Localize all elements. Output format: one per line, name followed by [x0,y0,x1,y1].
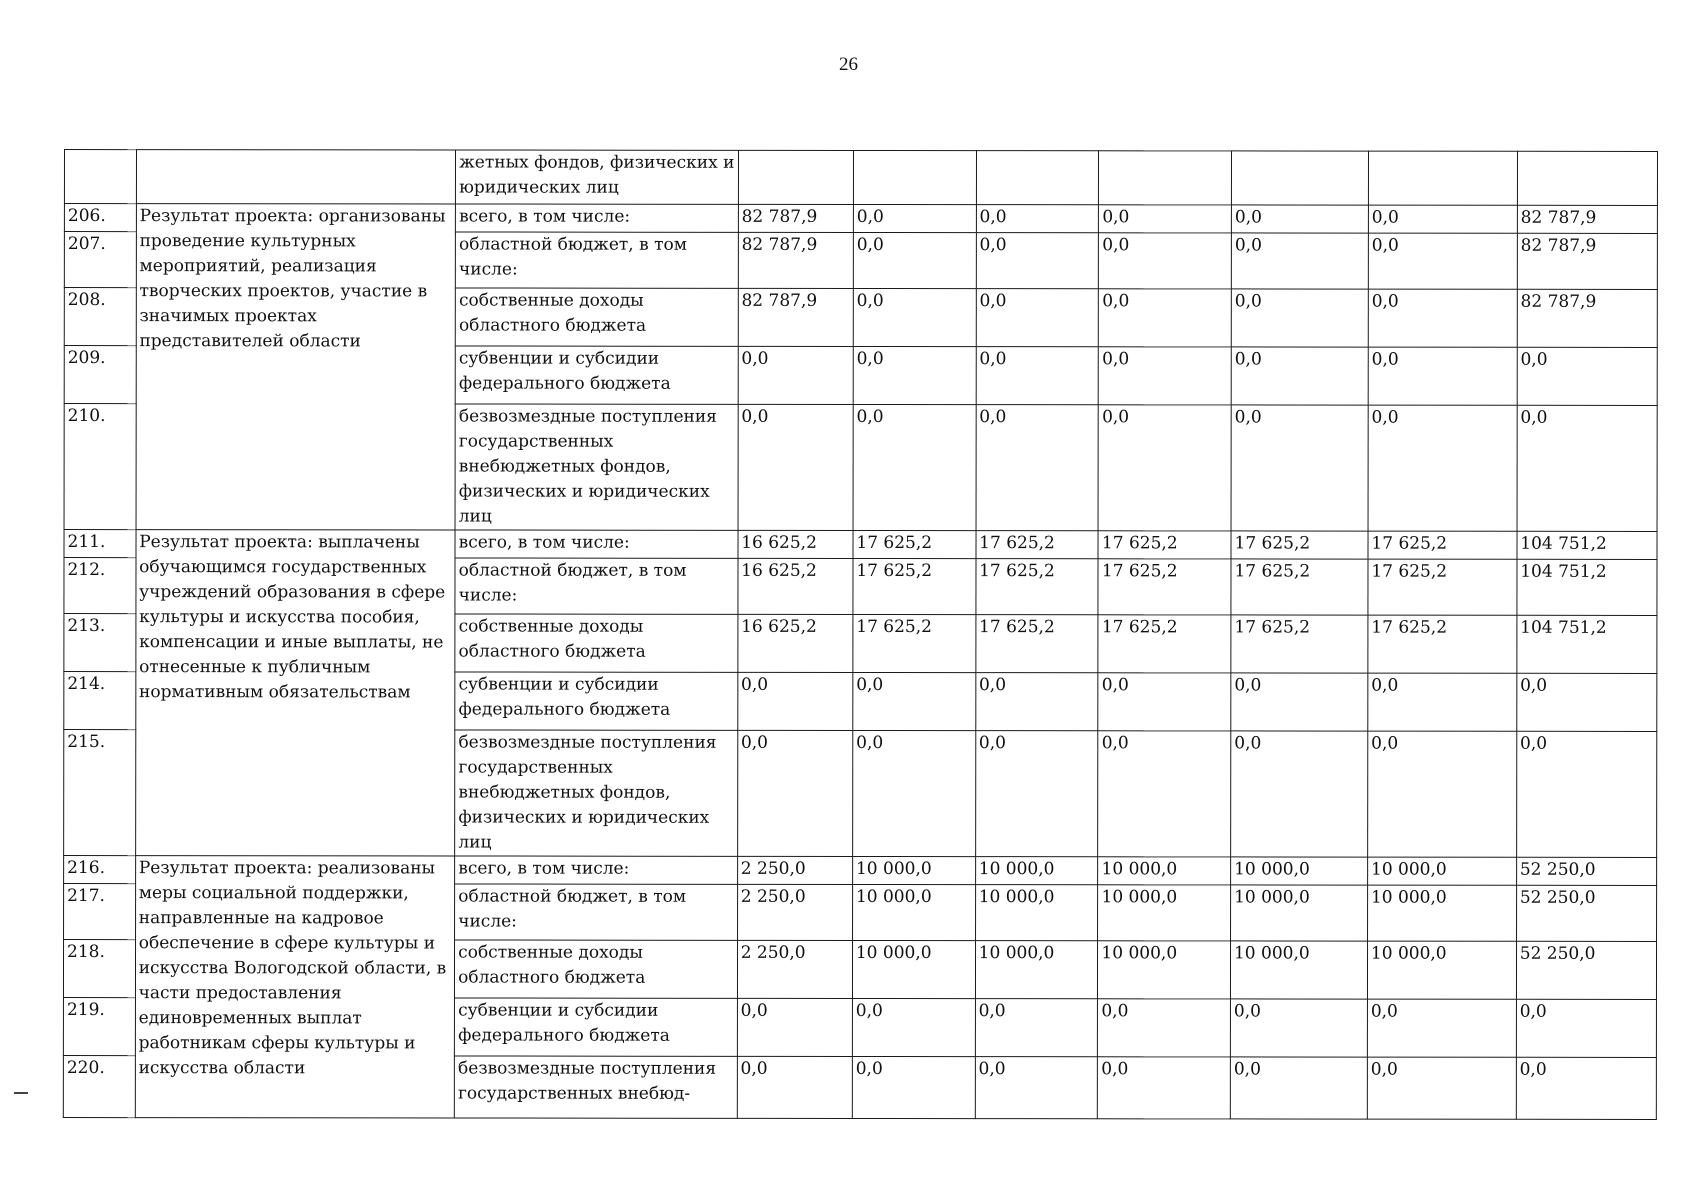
value-cell: 0,0 [737,730,852,856]
value-cell: 0,0 [976,205,1099,233]
table-row [64,530,1657,560]
value-cell: 0,0 [1368,731,1517,857]
row-number-cell: 206. [64,204,136,232]
funding-source-cell: безвозмездные поступления государственных внебюд- [454,1056,737,1118]
row-number-cell: 208. [64,288,136,346]
value-cell: 0,0 [853,232,976,288]
value-cell: 10 000,0 [1230,941,1367,999]
funding-source-cell: безвозмездные поступления государственных внебюджетных фондов, физических и юридических лиц [455,730,738,856]
value-cell: 0,0 [852,1056,975,1118]
value-cell: 17 625,2 [1098,615,1231,673]
value-cell: 10 000,0 [852,884,975,940]
total-cell: 0,0 [1517,405,1657,531]
value-cell: 0,0 [738,404,853,530]
value-cell: 0,0 [1231,205,1368,233]
row-number-cell: 213. [64,614,136,672]
total-cell: 0,0 [1517,347,1657,405]
value-cell: 0,0 [976,405,1099,531]
value-cell: 10 000,0 [1098,941,1231,999]
funding-source-cell: всего, в том числе: [456,204,739,232]
value-cell: 2 250,0 [737,856,852,884]
funding-source-cell: областной бюджет, в том числе: [456,232,739,288]
value-cell: 0,0 [976,289,1099,347]
value-cell: 10 000,0 [975,885,1098,941]
row-number-cell: 217. [64,884,136,940]
value-cell: 0,0 [1231,347,1368,405]
total-cell: 82 787,9 [1517,233,1657,289]
value-cell: 17 625,2 [853,614,976,672]
value-cell: 10 000,0 [852,856,975,884]
value-cell: 2 250,0 [737,940,852,998]
value-cell [853,150,976,204]
funding-source-cell: областной бюджет, в том числе: [455,884,738,940]
value-cell: 17 625,2 [1231,615,1368,673]
row-number-cell: 219. [63,998,135,1056]
value-cell: 0,0 [737,672,852,730]
row-number-cell: 215. [64,730,136,856]
value-cell: 17 625,2 [853,530,976,558]
value-cell: 0,0 [975,731,1098,857]
value-cell: 17 625,2 [1368,531,1517,559]
value-cell: 10 000,0 [975,941,1098,999]
value-cell: 0,0 [1098,405,1231,531]
value-cell: 0,0 [1098,731,1231,857]
value-cell: 0,0 [853,346,976,404]
value-cell: 0,0 [976,233,1099,289]
value-cell: 10 000,0 [1098,885,1231,941]
table-row [64,204,1657,234]
row-number-cell: 212. [64,558,136,614]
value-cell: 0,0 [1368,347,1517,405]
funding-source-cell: субвенции и субсидии федерального бюджета [455,672,738,730]
value-cell: 0,0 [975,999,1098,1057]
value-cell: 0,0 [1368,205,1517,233]
total-cell: 82 787,9 [1517,289,1657,347]
value-cell [1368,151,1517,205]
value-cell: 0,0 [852,730,975,856]
value-cell: 0,0 [1368,405,1517,531]
value-cell: 0,0 [1230,999,1367,1057]
page-number: 26 [839,54,858,75]
row-number-cell: 214. [64,672,136,730]
total-cell: 0,0 [1517,673,1657,731]
row-number-cell: 209. [64,346,136,404]
value-cell: 2 250,0 [737,884,852,940]
value-cell: 10 000,0 [1367,857,1516,885]
value-cell: 10 000,0 [1367,941,1516,999]
value-cell: 0,0 [737,1056,852,1118]
row-number-cell: 210. [64,404,136,530]
total-cell: 0,0 [1516,999,1656,1057]
value-cell: 0,0 [853,204,976,232]
total-cell: 0,0 [1516,1057,1656,1119]
funding-source-cell: всего, в том числе: [455,856,738,884]
value-cell: 0,0 [853,672,976,730]
value-cell: 0,0 [975,673,1098,731]
description-cell: Результат проекта: организованы проведение культурных мероприятий, реализация творческих проектов, участие в значимых проектах представителей области [136,204,456,530]
value-cell: 17 625,2 [1368,615,1517,673]
row-number-cell: 211. [64,530,136,558]
value-cell: 0,0 [1231,233,1368,289]
value-cell [1231,151,1368,205]
row-number-cell: 218. [63,940,135,998]
value-cell: 82 787,9 [738,288,853,346]
value-cell: 17 625,2 [1098,559,1231,615]
value-cell: 0,0 [1099,205,1232,233]
budget-table [63,149,1658,1120]
value-cell: 0,0 [1367,999,1516,1057]
value-cell [738,150,853,204]
value-cell: 17 625,2 [1231,531,1368,559]
value-cell: 82 787,9 [738,204,853,232]
total-cell: 52 250,0 [1516,857,1656,885]
value-cell: 16 625,2 [738,558,853,614]
total-cell: 104 751,2 [1517,531,1657,559]
value-cell: 0,0 [975,1057,1098,1119]
continuation-row [64,150,1657,206]
value-cell: 16 625,2 [738,530,853,558]
value-cell: 0,0 [1367,1057,1516,1119]
total-cell: 104 751,2 [1517,559,1657,615]
total-cell: 52 250,0 [1516,885,1656,941]
value-cell: 0,0 [976,347,1099,405]
value-cell: 82 787,9 [738,232,853,288]
value-cell: 17 625,2 [853,558,976,614]
value-cell [1099,151,1232,205]
value-cell: 16 625,2 [738,614,853,672]
value-cell [976,151,1099,205]
value-cell: 0,0 [1098,1057,1231,1119]
total-cell: 52 250,0 [1516,941,1656,999]
value-cell: 0,0 [1231,731,1368,857]
value-cell: 0,0 [1099,289,1232,347]
value-cell: 0,0 [1368,673,1517,731]
value-cell: 10 000,0 [975,857,1098,885]
funding-source-cell: собственные доходы областного бюджета [455,288,738,346]
value-cell: 10 000,0 [1231,885,1368,941]
value-cell: 10 000,0 [852,940,975,998]
value-cell: 0,0 [1231,405,1368,531]
value-cell: 0,0 [1099,233,1232,289]
value-cell: 0,0 [1231,289,1368,347]
funding-source-cell: собственные доходы областного бюджета [455,614,738,672]
funding-source-cell: субвенции и субсидии федерального бюджета [455,998,738,1056]
table-row [64,856,1657,886]
total-cell: 104 751,2 [1517,615,1657,673]
value-cell: 10 000,0 [1367,885,1516,941]
funding-source-cell: жетных фондов, физических и юридических лиц [456,150,739,204]
value-cell: 0,0 [853,404,976,530]
value-cell: 0,0 [853,288,976,346]
row-number-cell: 216. [64,856,136,884]
value-cell: 10 000,0 [1231,857,1368,885]
table-body [63,150,1657,1120]
value-cell: 17 625,2 [976,559,1099,615]
description-cell: Результат проекта: выплачены обучающимся государственных учреждений образования в сфере культуры и искусства пособия, компенсации и иные выплаты, не отнесенные к публичным нормативным обязательствам [135,530,455,856]
funding-source-cell: всего, в том числе: [455,530,738,558]
row-number-cell [64,150,136,204]
value-cell: 0,0 [1368,289,1517,347]
value-cell: 0,0 [1230,1057,1367,1119]
funding-source-cell: субвенции и субсидии федерального бюджета [455,346,738,404]
total-cell: 82 787,9 [1517,205,1657,233]
total-cell [1517,151,1657,205]
value-cell: 17 625,2 [1098,531,1231,559]
value-cell: 17 625,2 [976,615,1099,673]
total-cell: 0,0 [1516,731,1656,857]
scan-artifact [14,1092,28,1094]
value-cell: 0,0 [1099,347,1232,405]
funding-source-cell: собственные доходы областного бюджета [455,940,738,998]
description-cell [136,150,456,204]
value-cell: 0,0 [1098,999,1231,1057]
value-cell: 0,0 [738,346,853,404]
value-cell: 17 625,2 [1231,559,1368,615]
value-cell: 0,0 [1368,233,1517,289]
funding-source-cell: областной бюджет, в том числе: [455,558,738,614]
row-number-cell: 220. [63,1055,135,1117]
funding-source-cell: безвозмездные поступления государственных внебюджетных фондов, физических и юридических лиц [455,404,738,530]
value-cell: 0,0 [1098,673,1231,731]
value-cell: 0,0 [1231,673,1368,731]
description-cell: Результат проекта: реализованы меры социальной поддержки, направленные на кадровое обеспечение в сфере культуры и искусства Вологодской области, в части предоставления единовременных выплат работникам сферы культуры и искусства области [135,856,455,1118]
value-cell: 10 000,0 [1098,857,1231,885]
row-number-cell: 207. [64,232,136,288]
value-cell: 17 625,2 [976,531,1099,559]
value-cell: 0,0 [852,998,975,1056]
value-cell: 17 625,2 [1368,559,1517,615]
value-cell: 0,0 [737,998,852,1056]
